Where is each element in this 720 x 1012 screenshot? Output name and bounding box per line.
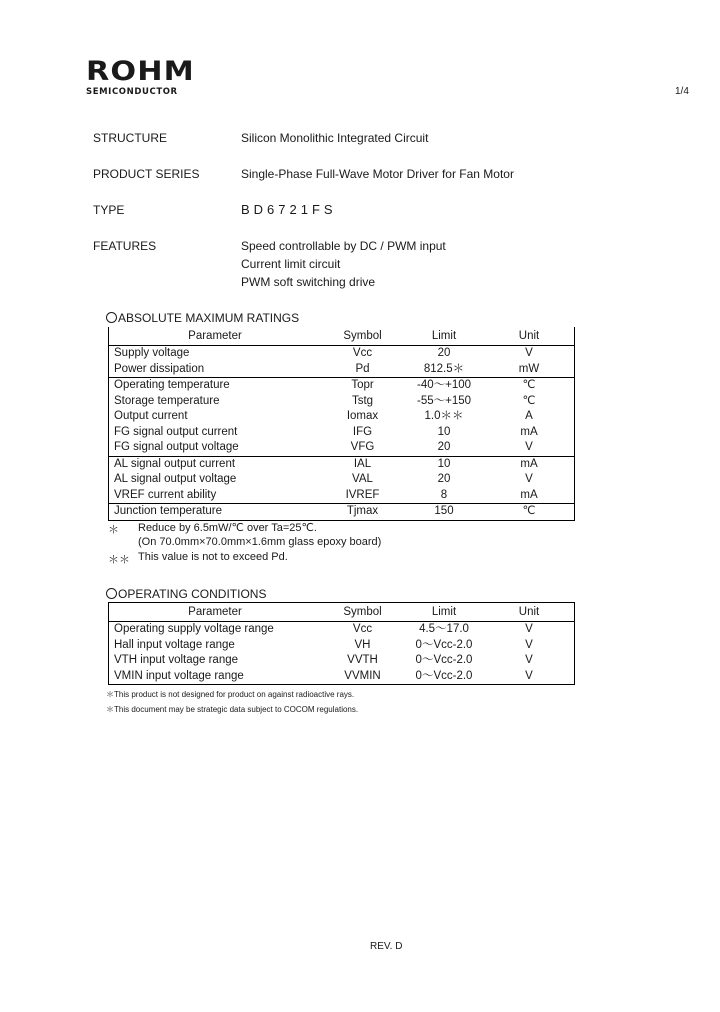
header-symbol: Symbol [343,330,382,342]
unit-cell: ℃ [522,394,536,407]
param-cell: FG signal output current [114,425,238,438]
table-header-row [109,327,575,346]
table-row [109,362,575,378]
circle-bullet-icon [106,588,117,599]
symbol-cell: VH [354,638,371,651]
header-symbol: Symbol [343,606,382,618]
param-cell: Operating temperature [114,379,230,391]
features-label: FEATURES [93,239,157,253]
unit-cell: mA [520,457,538,470]
note-text: Reduce by 6.5mW/℃ over Ta=25℃. [138,522,317,534]
header-unit: Unit [518,606,540,618]
disclaimer: ＊This product is not designed for product on against radioactive rays. [106,690,355,699]
unit-cell: mW [518,362,540,375]
symbol-cell: Vcc [352,347,373,359]
unit-cell: V [525,638,533,651]
type-value: BD6721FS [241,202,337,217]
abs-max-table [108,327,575,521]
symbol-cell: Tstg [351,394,374,407]
header-limit: Limit [431,606,457,618]
table-row [109,456,575,472]
abs-max-title-text: ABSOLUTE MAXIMUM RATINGS [118,311,300,325]
op-cond-title-text: OPERATING CONDITIONS [118,587,267,601]
symbol-cell: IFG [352,425,373,438]
symbol-cell: IAL [353,457,372,470]
table-row [109,638,575,654]
header-limit: Limit [431,330,457,342]
unit-cell: ℃ [522,505,536,517]
table-row [109,488,575,504]
table-row [109,504,575,521]
disclaimer: ＊This document may be strategic data subject to COCOM regulations. [106,705,359,714]
feature-item: Speed controllable by DC / PWM input [241,239,446,253]
note-text: This value is not to exceed Pd. [138,551,288,563]
symbol-cell: Topr [351,379,374,391]
symbol-cell: VVTH [347,654,378,666]
param-cell: AL signal output voltage [114,473,237,485]
param-cell: Power dissipation [114,362,205,375]
unit-cell: V [525,441,533,453]
unit-cell: mA [520,488,538,501]
limit-cell: 0～Vcc-2.0 [415,638,473,651]
header-parameter: Parameter [188,330,242,342]
table-row [109,394,575,410]
feature-item: PWM soft switching drive [241,275,376,289]
note-mark: ＊＊ [108,554,130,566]
unit-cell: V [525,669,533,682]
table-row [109,653,575,669]
limit-cell: 150 [434,505,454,517]
page-number: 1/4 [675,86,689,97]
feature-item: Current limit circuit [241,257,341,271]
param-cell: Output current [114,410,188,422]
product-series-label: PRODUCT SERIES [93,167,200,181]
header-parameter: Parameter [188,606,242,618]
limit-cell: 20 [437,473,451,485]
table-row [109,622,575,638]
unit-cell: V [525,623,533,635]
limit-cell: 812.5＊ [423,362,465,375]
revision-label: REV. D [370,941,403,952]
symbol-cell: VAL [352,473,373,485]
symbol-cell: IVREF [345,488,380,501]
logo-subtitle: SEMICONDUCTOR [86,87,178,97]
rohm-logo [86,56,195,97]
circle-bullet-icon [106,312,117,323]
limit-cell: 4.5～17.0 [419,623,469,635]
op-cond-title [106,587,266,601]
limit-cell: 0～Vcc-2.0 [415,654,473,666]
param-cell: FG signal output voltage [114,441,239,453]
limit-cell: -40～+100 [416,379,472,391]
param-cell: VMIN input voltage range [114,669,244,682]
unit-cell: ℃ [522,379,536,391]
symbol-cell: Pd [355,362,370,375]
symbol-cell: VVMIN [344,669,381,682]
abs-max-title [106,311,299,325]
param-cell: Hall input voltage range [114,638,235,651]
limit-cell: 10 [437,457,451,470]
table-header-row [109,603,575,622]
table-row [109,669,575,685]
symbol-cell: Vcc [352,623,373,635]
table-row [109,440,575,456]
op-cond-table [108,602,575,685]
param-cell: AL signal output current [114,457,236,470]
limit-cell: 20 [437,347,451,359]
structure-value: Silicon Monolithic Integrated Circuit [241,131,429,145]
symbol-cell: VFG [350,441,375,453]
table-row [109,425,575,441]
note-text: (On 70.0mm×70.0mm×1.6mm glass epoxy board) [138,536,382,548]
symbol-cell: Iomax [346,410,379,422]
structure-label: STRUCTURE [93,131,167,145]
table-row [109,346,575,362]
table-row [109,409,575,425]
unit-cell: V [525,347,533,359]
param-cell: Storage temperature [114,394,220,407]
limit-cell: 0～Vcc-2.0 [415,669,473,682]
unit-cell: V [525,473,533,485]
limit-cell: 8 [440,488,448,501]
table-row [109,472,575,488]
symbol-cell: Tjmax [346,505,379,517]
logo-wordmark: ROHM [86,56,195,87]
param-cell: Junction temperature [114,505,223,517]
limit-cell: 10 [437,425,451,438]
type-label: TYPE [93,203,125,217]
param-cell: Supply voltage [114,347,190,359]
limit-cell: 20 [437,441,451,453]
product-series-value: Single-Phase Full-Wave Motor Driver for Fan Motor [241,167,514,181]
unit-cell: V [525,654,533,666]
limit-cell: 1.0＊＊ [424,410,464,422]
param-cell: VTH input voltage range [114,654,239,666]
param-cell: Operating supply voltage range [114,623,274,635]
param-cell: VREF current ability [114,488,217,501]
limit-cell: -55～+150 [416,394,472,407]
header-unit: Unit [518,330,540,342]
table-row [109,378,575,394]
unit-cell: mA [520,425,538,438]
unit-cell: A [525,410,533,422]
note-mark: ＊ [108,524,119,536]
